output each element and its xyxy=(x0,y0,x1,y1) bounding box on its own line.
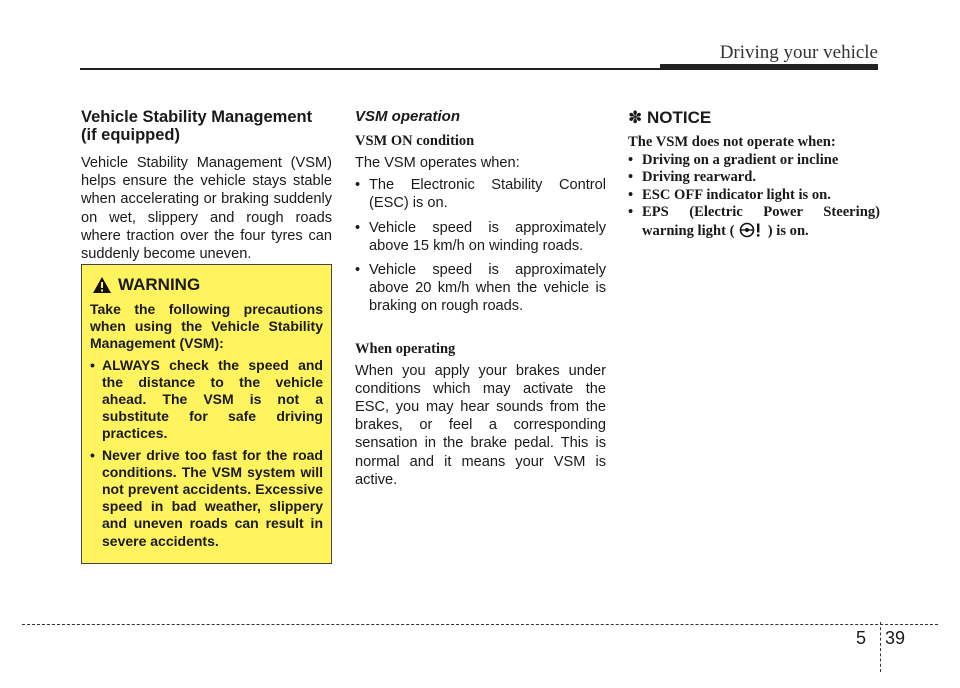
header-title: Driving your vehicle xyxy=(719,42,878,63)
intro-paragraph: Vehicle Stability Management (VSM) helps ensure the vehicle stays stable when accelerating or braking suddenly on wet, slippery and rough roads where traction over the four tyres can suddenly become uneven. xyxy=(81,155,332,263)
section-title: Vehicle Stability Management (if equipped) xyxy=(81,108,313,144)
list-item-eps xyxy=(628,204,880,240)
list-item: • ALWAYS check the speed and the distance to the vehicle ahead. The VSM is not a substitute for safe driving practices. xyxy=(90,357,323,443)
eps-text-after: ) is on. xyxy=(767,222,809,239)
footer-divider xyxy=(880,622,881,672)
notice-title: ✽ NOTICE xyxy=(628,108,712,127)
steering-warning-icon xyxy=(738,222,764,238)
eps-text-before: EPS (Electric Power Steering) warning light ( xyxy=(642,204,880,239)
on-condition-heading: VSM ON condition xyxy=(355,133,475,149)
warning-triangle-icon xyxy=(92,276,112,294)
list-item: • Never drive too fast for the road conditions. The VSM system will not prevent accidents. Excessive speed in bad weather, slippery and uneven roads can result in severe accidents. xyxy=(90,447,323,550)
section-number: 5 xyxy=(856,628,867,648)
subsection-title: VSM operation xyxy=(355,108,461,125)
operating-paragraph: When you apply your brakes under conditions which may activate the ESC, you may hear sounds from the brakes, or feel a corresponding sensation in the brake pedal. This is normal and it means your VSM is active. xyxy=(355,362,606,488)
warning-intro: Take the following precautions when using the Vehicle Stability Management (VSM): xyxy=(90,301,323,352)
warning-header xyxy=(92,275,323,295)
header-rule-accent xyxy=(660,64,878,70)
on-condition-list xyxy=(355,176,606,315)
on-condition-intro: The VSM operates when: xyxy=(355,155,520,171)
warning-box xyxy=(81,264,332,564)
list-item: • ESC OFF indicator light is on. xyxy=(628,187,880,205)
column-right xyxy=(628,108,880,241)
column-middle xyxy=(355,108,606,489)
column-left xyxy=(81,108,332,263)
notice-list xyxy=(628,152,880,241)
list-item: • The Electronic Stability Control (ESC) is on. xyxy=(355,176,606,212)
operating-heading: When operating xyxy=(355,340,456,357)
notice-intro: The VSM does not operate when: xyxy=(628,134,836,150)
list-item: • Vehicle speed is approximately above 20 km/h when the vehicle is braking on rough roads. xyxy=(355,261,606,316)
list-item: • Driving rearward. xyxy=(628,169,880,187)
list-item: • Vehicle speed is approximately above 15 km/h on winding roads. xyxy=(355,219,606,255)
page-number: 39 xyxy=(885,628,906,648)
warning-list xyxy=(90,357,323,550)
footer-rule xyxy=(22,624,938,625)
list-item: • Driving on a gradient or incline xyxy=(628,152,880,170)
warning-title: WARNING xyxy=(118,275,201,294)
